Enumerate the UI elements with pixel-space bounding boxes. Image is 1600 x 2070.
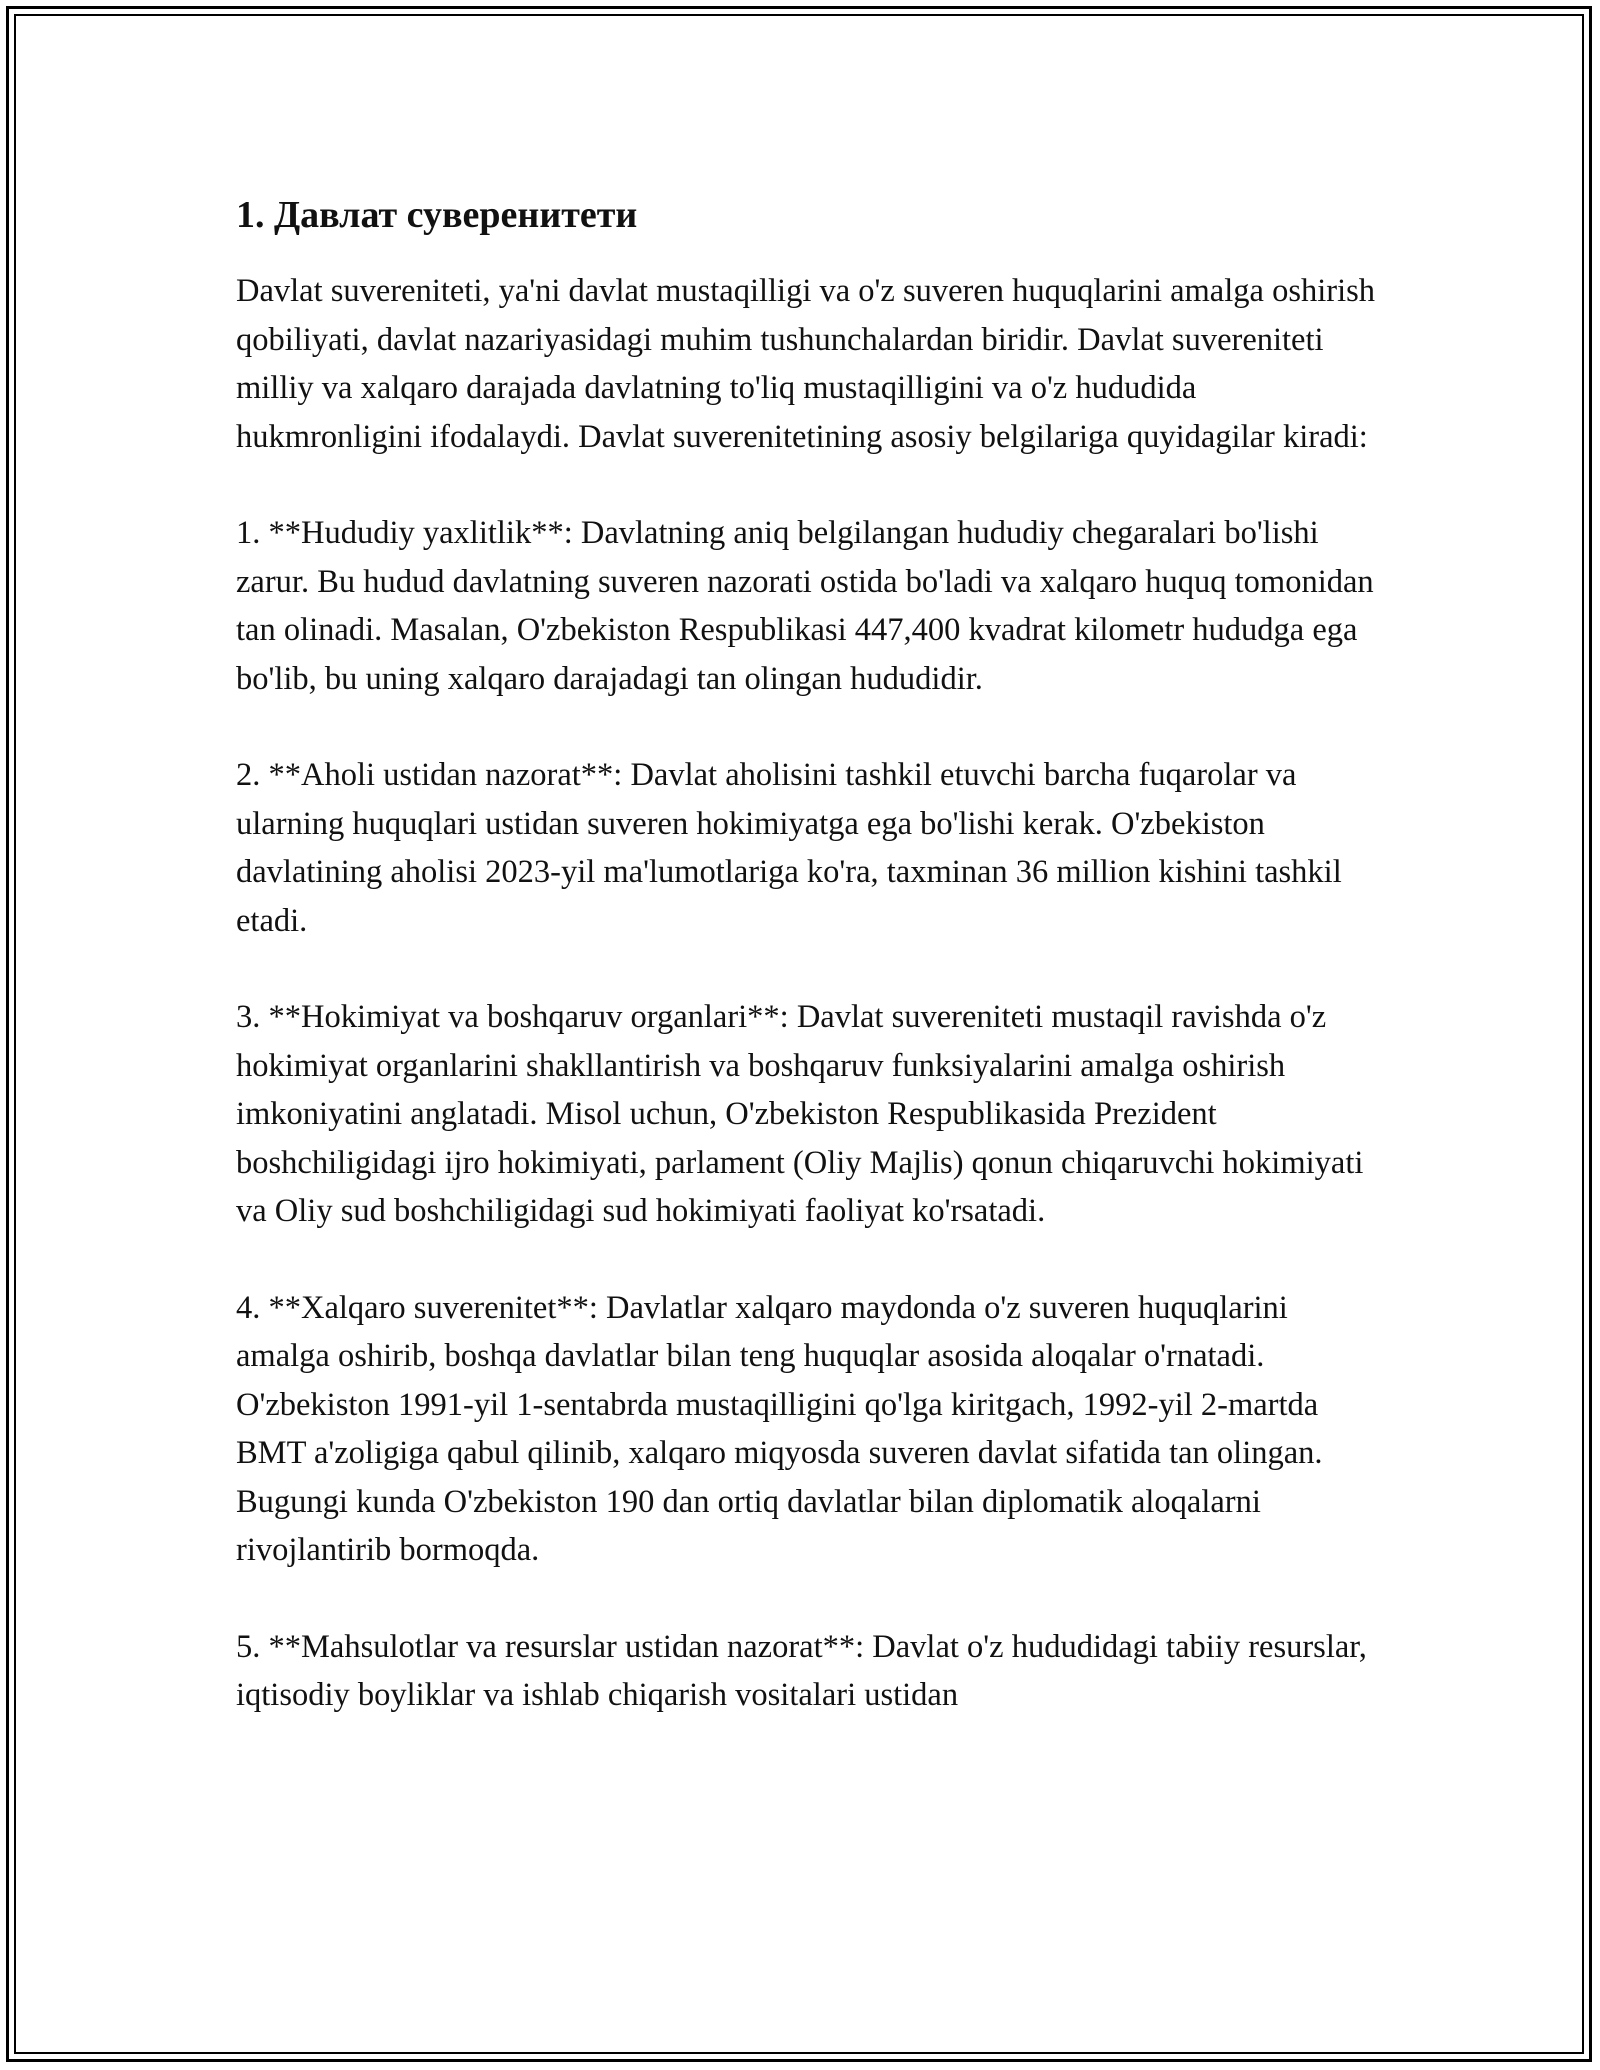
- document-body: [236, 185, 1386, 1768]
- intro-paragraph: Davlat suvereniteti, ya'ni davlat mustaqilligi va o'z suveren huquqlarini amalga oshirish qobiliyati, davlat nazariyasidagi muhim tushunchalardan biridir. Davlat suvereniteti milliy va xalqaro darajada davlatning to'liq mustaqilligini va o'z hududida hukmronligini ifodalaydi. Davlat suverenitetining asosiy belgilariga quyidagilar kiradi:: [236, 273, 1375, 455]
- list-item-international-sovereignty: 4. **Xalqaro suverenitet**: Davlatlar xalqaro maydonda o'z suveren huquqlarini amalga oshirib, boshqa davlatlar bilan teng huquqlar asosida aloqalar o'rnatadi. O'zbekiston 1991-yil 1-sentabrda mustaqilligini qo'lga kiritgach, 1992-yil 2-martda BMT a'zoligiga qabul qilinib, xalqaro miqyosda suveren davlat sifatida tan olingan. Bugungi kunda O'zbekiston 190 dan ortiq davlatlar bilan diplomatik aloqalarni rivojlantirib bormoqda.: [236, 1289, 1323, 1568]
- list-item-territorial-integrity: 1. **Hududiy yaxlitlik**: Davlatning aniq belgilangan hududiy chegaralari bo'lishi zarur. Bu hudud davlatning suveren nazorati ostida bo'ladi va xalqaro huquq tomonidan tan olinadi. Masalan, O'zbekiston Respublikasi 447,400 kvadrat kilometr hududga ega bo'lib, bu uning xalqaro darajadagi tan olingan hududidir.: [236, 515, 1374, 697]
- list-item-resource-control: 5. **Mahsulotlar va resurslar ustidan nazorat**: Davlat o'z hududidagi tabiiy resurslar, iqtisodiy boyliklar va ishlab chiqarish vositalari ustidan: [236, 1628, 1367, 1713]
- section-heading: 1. Давлат суверенитети: [236, 194, 638, 236]
- list-item-government-bodies: 3. **Hokimiyat va boshqaruv organlari**: Davlat suvereniteti mustaqil ravishda o'z hokimiyat organlarini shakllantirish va boshqaruv funksiyalarini amalga oshirish imkoniyatini anglatadi. Misol uchun, O'zbekiston Respublikasida Prezident boshchiligidagi ijro hokimiyati, parlament (Oliy Majlis) qonun chiqaruvchi hokimiyati va Oliy sud boshchiligidagi sud hokimiyati faoliyat ko'rsatadi.: [236, 999, 1364, 1229]
- list-item-population-control: 2. **Aholi ustidan nazorat**: Davlat aholisini tashkil etuvchi barcha fuqarolar va ularning huquqlari ustidan suveren hokimiyatga ega bo'lishi kerak. O'zbekiston davlatining aholisi 2023-yil ma'lumotlariga ko'ra, taxminan 36 million kishini tashkil etadi.: [236, 757, 1342, 939]
